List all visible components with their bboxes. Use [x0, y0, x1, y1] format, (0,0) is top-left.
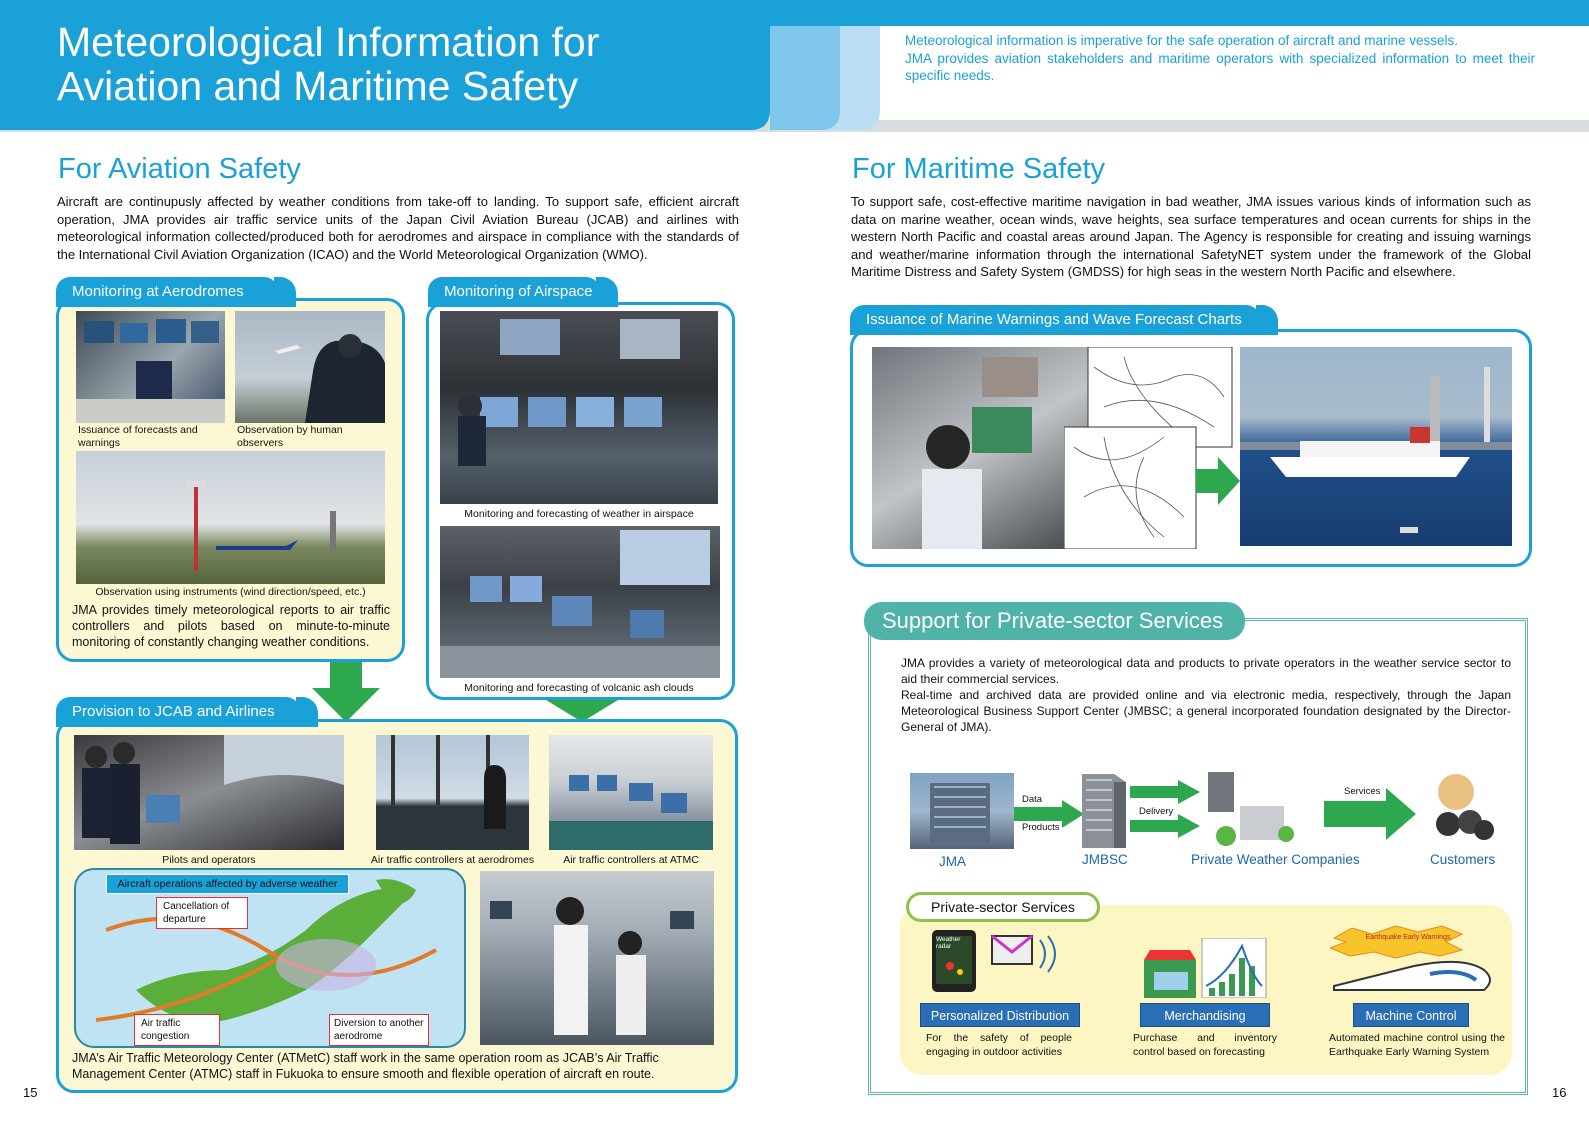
merchandising-icon	[1140, 938, 1268, 998]
flow-label-products: Products	[1022, 822, 1060, 833]
page-title	[57, 20, 697, 108]
volcanic-ash-photo	[440, 526, 720, 678]
flow-label-services: Services	[1344, 786, 1381, 797]
page-number-left: 15	[23, 1085, 38, 1100]
forecast-office-photo	[76, 311, 225, 423]
intro-line-2: JMA provides aviation stakeholders and maritime operators with specialized information to meet their specific needs.	[905, 50, 1535, 83]
title-line-1: Meteorological Information for	[57, 19, 600, 65]
support-tab: Support for Private-sector Services	[864, 602, 1245, 640]
aerodromes-tab: Monitoring at Aerodromes	[56, 277, 278, 307]
airspace-tab: Monitoring of Airspace	[428, 277, 600, 307]
merchandising-desc: Purchase and inventory control based on forecasting	[1133, 1032, 1277, 1058]
airspace-monitoring-photo	[440, 311, 718, 504]
aerodrome-controllers-photo	[376, 735, 529, 850]
support-para-2: Real-time and archived data are provided online and via electronic media, respectively, through the Japan Meteorological Business Support Center (JMBSC; a general incorporated foundation designated by the Director-General of JMA).	[901, 688, 1511, 734]
map-callout-diversion: Diversion to another aerodrome	[329, 1014, 429, 1046]
flow-label-delivery: Delivery	[1139, 806, 1174, 817]
customers-image	[1428, 772, 1498, 844]
eew-label: Earthquake Early Warnings	[1365, 934, 1451, 941]
intro-line-1: Meteorological information is imperative for the safe operation of aircraft and marine vessels.	[905, 33, 1459, 48]
caption-instruments: Observation using instruments (wind direction/speed, etc.)	[95, 586, 366, 598]
caption-atmc-controllers: Air traffic controllers at ATMC	[563, 854, 699, 866]
atmc-controllers-photo	[549, 735, 713, 850]
map-callout-cancellation: Cancellation of departure	[156, 897, 248, 929]
pilots-photo	[74, 735, 344, 850]
aerodromes-text: JMA provides timely meteorological reports to air traffic controllers and pilots based on minute-to-minute monitoring of constantly changing weather conditions.	[72, 603, 390, 649]
title-line-2: Aviation and Maritime Safety	[57, 63, 579, 109]
human-observer-photo	[235, 311, 385, 423]
marine-warnings-tab: Issuance of Marine Warnings and Wave Forecast Charts	[850, 305, 1260, 335]
merchandising-button[interactable]: Merchandising	[1140, 1003, 1270, 1027]
page-number-right: 16	[1552, 1085, 1567, 1100]
caption-volcanic-ash: Monitoring and forecasting of volcanic ash clouds	[464, 682, 694, 694]
phone-label: Weather radar	[936, 936, 961, 950]
atmetc-room-photo	[480, 871, 714, 1045]
flow-customers: Customers	[1430, 852, 1496, 867]
private-companies-image	[1206, 772, 1296, 852]
maritime-paragraph: To support safe, cost-effective maritime navigation in bad weather, JMA issues various kinds of information such as data on marine weather, ocean winds, wave heights, sea surface temperatures and ocean currents for ships in the western North Pacific and coastal areas around Japan. The Agency is responsible for creating and issuing warnings and weather/marine information through the international SafetyNET system under the framework of the Global Maritime Distress and Safety System (GMDSS) for high seas in the western North Pacific and elsewhere.	[851, 194, 1531, 279]
jmbsc-server-image	[1080, 770, 1130, 850]
caption-human-observers: Observation by human observers	[237, 424, 343, 449]
support-para-1: JMA provides a variety of meteorological data and products to private operators in the weather service sector to aid their commercial services.	[901, 656, 1511, 686]
aviation-paragraph: Aircraft are continupusly affected by weather conditions from take-off to landing. To support safe, efficient aircraft operation, JMA provides air traffic service units of the Japan Civil Aviation Bureau (JCAB) and airlines with meteorological information collected/produced both for aerodromes and airspace in compliance with the standards of the International Civil Aviation Organization (ICAO) and the World Meteorological Organization (WMO).	[57, 194, 739, 262]
right-arrow-marine	[1196, 457, 1240, 505]
marine-forecaster-photo	[872, 347, 1090, 549]
provision-text: JMA’s Air Traffic Meteorology Center (ATMetC) staff work in the same operation room as JCAB’s Air Traffic Management Center (ATMC) staff in Fukuoka to ensure smooth and flexible operation of aircraft en route.	[72, 1051, 659, 1081]
private-services-tab: Private-sector Services	[906, 892, 1100, 922]
wave-forecast-charts	[1064, 347, 1234, 549]
jma-building-image	[910, 773, 1014, 849]
flow-jmbsc: JMBSC	[1082, 852, 1128, 867]
ship-photo	[1240, 347, 1512, 546]
instrument-observation-photo	[76, 451, 385, 584]
flow-label-data: Data	[1022, 794, 1043, 805]
header-intro	[905, 32, 1535, 85]
personalized-distribution-desc: For the safety of people engaging in outdoor activities	[926, 1032, 1072, 1058]
machine-control-button[interactable]: Machine Control	[1353, 1003, 1469, 1027]
caption-pilots: Pilots and operators	[162, 854, 256, 866]
aviation-heading: For Aviation Safety	[58, 153, 301, 185]
machine-control-desc: Automated machine control using the Earthquake Early Warning System	[1329, 1032, 1505, 1058]
caption-aerodrome-controllers: Air traffic controllers at aerodromes	[370, 854, 535, 866]
flow-jma: JMA	[939, 854, 966, 869]
caption-forecasts: Issuance of forecasts and warnings	[78, 424, 198, 449]
personalized-distribution-button[interactable]: Personalized Distribution	[920, 1003, 1080, 1027]
down-arrow-aerodromes	[312, 662, 380, 722]
provision-tab: Provision to JCAB and Airlines	[56, 697, 300, 727]
caption-airspace: Monitoring and forecasting of weather in airspace	[464, 508, 694, 520]
flow-companies: Private Weather Companies	[1191, 852, 1360, 867]
map-callout-congestion: Air traffic congestion	[134, 1014, 220, 1046]
maritime-heading: For Maritime Safety	[852, 153, 1105, 185]
map-title: Aircraft operations affected by adverse weather	[106, 874, 349, 894]
